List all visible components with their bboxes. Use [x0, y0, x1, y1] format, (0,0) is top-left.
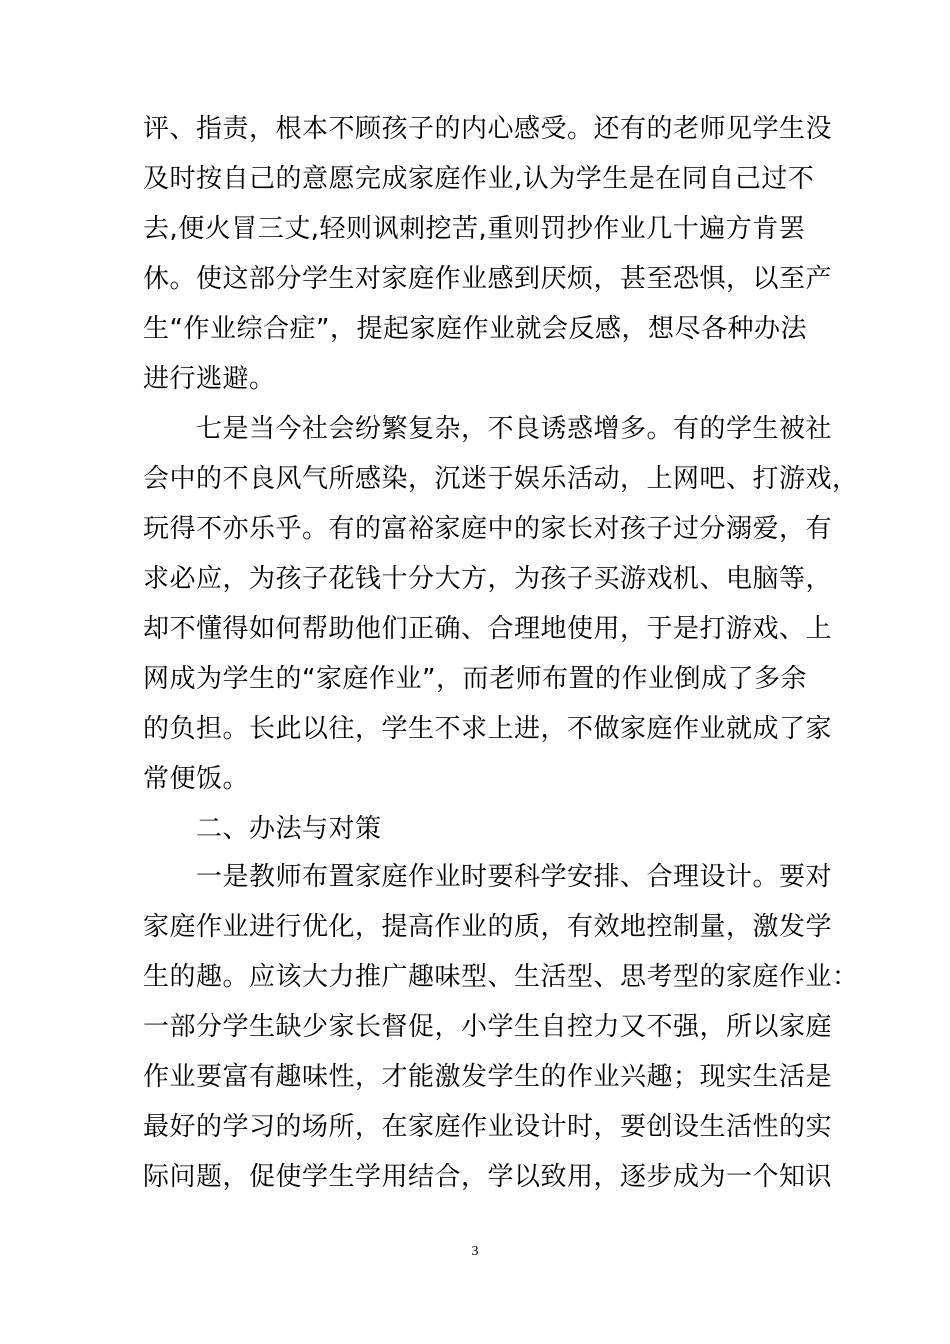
text-line: 的负担。长此以往，学生不求上进，不做家庭作业就成了家: [143, 714, 833, 744]
text-line: 生“作业综合症”，提起家庭作业就会反感，想尽各种办法: [143, 314, 807, 344]
text-line: 评、指责，根本不顾孩子的内心感受。还有的老师见学生没: [143, 114, 833, 144]
section-heading: 二、办法与对策: [196, 814, 382, 844]
text-line: 一部分学生缺少家长督促，小学生自控力又不强，所以家庭: [143, 1012, 833, 1042]
text-line: 家庭作业进行优化，提高作业的质，有效地控制量，激发学: [143, 912, 833, 942]
text-line: 网成为学生的“家庭作业”，而老师布置的作业倒成了多余: [143, 664, 807, 694]
text-line: 常便饭。: [143, 764, 250, 794]
text-line: 去,便火冒三丈,轻则讽刺挖苦,重则罚抄作业几十遍方肯罢: [143, 214, 806, 244]
page-number: 3: [471, 1244, 479, 1259]
text-line: 玩得不亦乐乎。有的富裕家庭中的家长对孩子过分溺爱，有: [143, 514, 833, 544]
text-line: 及时按自己的意愿完成家庭作业,认为学生是在同自己过不: [143, 164, 815, 194]
text-line: 会中的不良风气所感染，沉迷于娱乐活动，上网吧、打游戏，: [143, 464, 859, 494]
paragraph-start-line: 七是当今社会纷繁复杂，不良诱惑增多。有的学生被社: [196, 414, 833, 444]
text-line: 际问题，促使学生学用结合，学以致用，逐步成为一个知识: [143, 1162, 833, 1192]
text-line: 休。使这部分学生对家庭作业感到厌烦，甚至恐惧，以至产: [143, 264, 833, 294]
text-line: 作业要富有趣味性，才能激发学生的作业兴趣；现实生活是: [143, 1062, 833, 1092]
text-line: 进行逃避。: [143, 364, 276, 394]
text-line: 生的趣。应该大力推广趣味型、生活型、思考型的家庭作业：: [143, 962, 859, 992]
text-line: 最好的学习的场所，在家庭作业设计时，要创设生活性的实: [143, 1112, 833, 1142]
text-line: 求必应，为孩子花钱十分大方，为孩子买游戏机、电脑等，: [143, 564, 833, 594]
paragraph-start-line: 一是教师布置家庭作业时要科学安排、合理设计。要对: [196, 862, 833, 892]
text-line: 却不懂得如何帮助他们正确、合理地使用，于是打游戏、上: [143, 614, 833, 644]
